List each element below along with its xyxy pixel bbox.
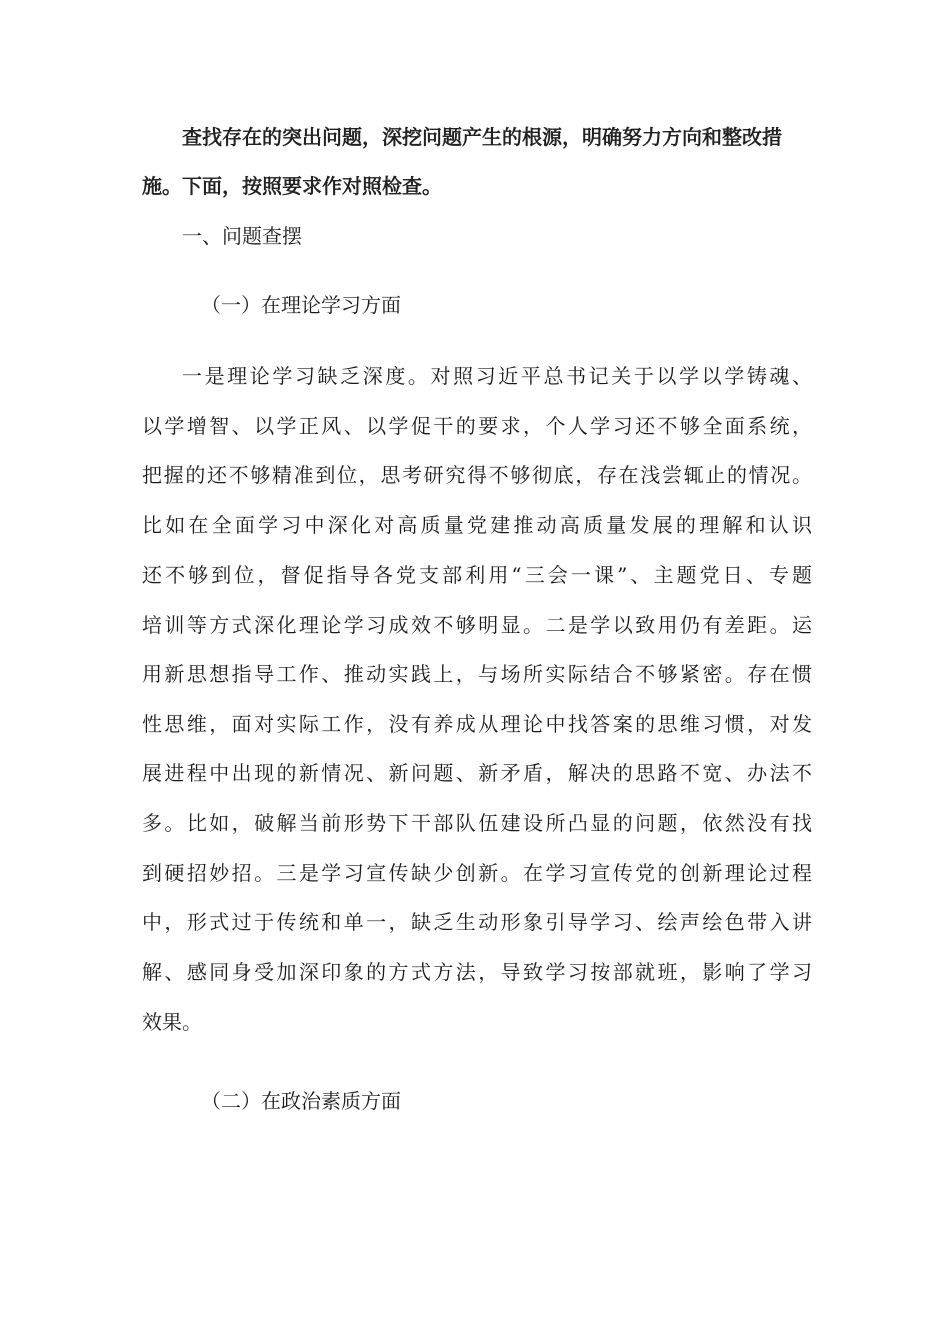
paragraph-line: 把握的还不够精准到位，思考研究得不够彻底，存在浅尝辄止的情况。: [142, 463, 812, 487]
paragraph-line: 以学增智、以学正风、以学促干的要求，个人学习还不够全面系统，: [142, 414, 812, 438]
intro-line-1: 查找存在的突出问题，深挖问题产生的根源，明确努力方向和整改措: [182, 125, 782, 149]
paragraph-line: 多。比如，破解当前形势下干部队伍建设所凸显的问题，依然没有找: [142, 811, 812, 835]
paragraph-line: 用新思想指导工作、推动实践上，与场所实际结合不够紧密。存在惯: [142, 662, 812, 686]
paragraph-line: 中，形式过于传统和单一，缺乏生动形象引导学习、绘声绘色带入讲: [142, 910, 812, 934]
paragraph-line: 到硬招妙招。三是学习宣传缺少创新。在学习宣传党的创新理论过程: [142, 861, 812, 885]
paragraph-line: 比如在全面学习中深化对高质量党建推动高质量发展的理解和认识: [142, 513, 812, 537]
paragraph-line: 培训等方式深化理论学习成效不够明显。二是学以致用仍有差距。运: [142, 613, 812, 637]
paragraph-line: 展进程中出现的新情况、新问题、新矛盾，解决的思路不宽、办法不: [142, 761, 812, 785]
subheading-theory-study: （一）在理论学习方面: [201, 293, 401, 317]
intro-line-2: 施。下面，按照要求作对照检查。: [142, 174, 442, 198]
paragraph-line: 效果。: [142, 1010, 202, 1034]
subheading-political-quality: （二）在政治素质方面: [201, 1089, 401, 1113]
section-heading: 一、问题查摆: [182, 224, 302, 248]
paragraph-line: 还不够到位，督促指导各党支部利用“三会一课”、主题党日、专题: [142, 563, 812, 587]
paragraph-line: 一是理论学习缺乏深度。对照习近平总书记关于以学以学铸魂、: [182, 364, 812, 388]
paragraph-line: 解、感同身受加深印象的方式方法，导致学习按部就班，影响了学习: [142, 960, 812, 984]
paragraph-line: 性思维，面对实际工作，没有养成从理论中找答案的思维习惯，对发: [142, 712, 812, 736]
